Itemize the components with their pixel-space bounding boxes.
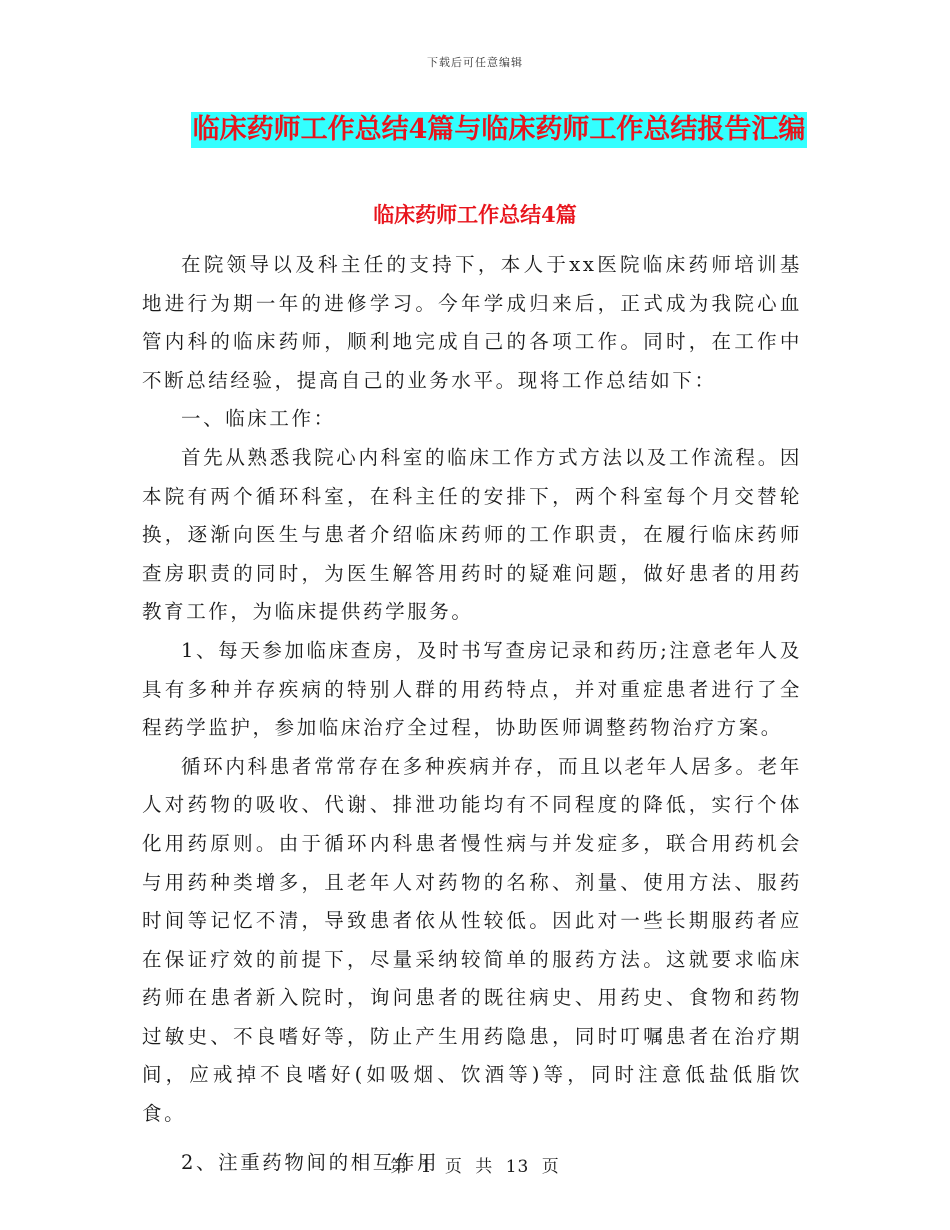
paragraph: 首先从熟悉我院心内科室的临床工作方式方法以及工作流程。因本院有两个循环科室，在科主任的安排下，两个科室每个月交替轮换，逐渐向医生与患者介绍临床药师的工作职责，在履行临床药师查房职责的同时，为医生解答用药时的疑难问题，做好患者的用药教育工作，为临床提供药学服务。 xyxy=(142,445,802,624)
main-title-container xyxy=(0,112,950,148)
paragraph: 一、临床工作： xyxy=(181,407,336,431)
document-body xyxy=(142,246,802,1182)
paragraph: 在院领导以及科主任的支持下，本人于xx医院临床药师培训基地进行为期一年的进修学习。今年学成归来后，正式成为我院心血管内科的临床药师，顺利地完成自己的各项工作。同时，在工作中不断总结经验，提高自己的业务水平。现将工作总结如下： xyxy=(142,253,802,392)
paragraph: 1、每天参加临床查房，及时书写查房记录和药历;注意老年人及具有多种并存疾病的特别人群的用药特点，并对重症患者进行了全程药学监护，参加临床治疗全过程，协助医师调整药物治疗方案。 xyxy=(142,638,802,740)
page-number: 第 1 页 共 13 页 xyxy=(390,1157,560,1177)
main-title: 临床药师工作总结4篇与临床药师工作总结报告汇编 xyxy=(191,112,808,148)
paragraph: 循环内科患者常常存在多种疾病并存，而且以老年人居多。老年人对药物的吸收、代谢、排泄功能均有不同程度的降低，实行个体化用药原则。由于循环内科患者慢性病与并发症多，联合用药机会与用药种类增多，且老年人对药物的名称、剂量、使用方法、服药时间等记忆不清，导致患者依从性较低。因此对一些长期服药者应在保证疗效的前提下，尽量采纳较简单的服药方法。这就要求临床药师在患者新入院时，询问患者的既往病史、用药史、食物和药物过敏史、不良嗜好等，防止产生用药隐患，同时叮嘱患者在治疗期间，应戒掉不良嗜好(如吸烟、饮酒等)等，同时注意低盐低脂饮食。 xyxy=(142,754,802,1126)
section-title: 临床药师工作总结4篇 xyxy=(373,202,577,227)
header-note: 下载后可任意编辑 xyxy=(427,56,523,69)
paragraph: 2、注重药物间的相互作用 xyxy=(181,1150,440,1174)
